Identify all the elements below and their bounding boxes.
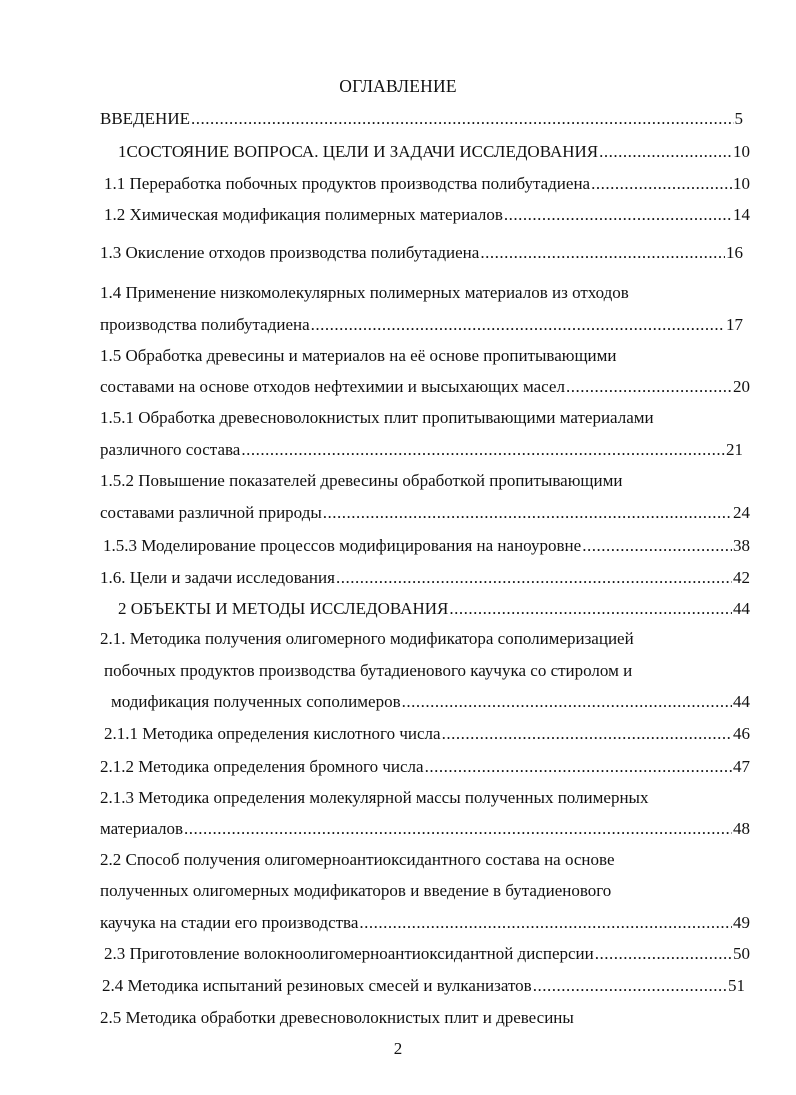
toc-entry-text: производства полибутадиена: [100, 315, 310, 334]
toc-entry-2-3: [104, 942, 750, 966]
toc-entry-text: модификация полученных сополимеров: [111, 692, 401, 711]
toc-entry-page: 42: [733, 568, 750, 587]
toc-entry-1-5-3: [103, 534, 750, 558]
toc-entry-page: 44: [733, 599, 750, 618]
toc-entry-text: 2.1.2 Методика определения бромного числа: [100, 757, 424, 776]
toc-entry-2-2: [100, 911, 750, 935]
leader-dots: [359, 911, 732, 935]
toc-entry-text: 1.3 Окисление отходов производства полибутадиена: [100, 243, 480, 262]
toc-entry-page: 24: [733, 503, 750, 522]
toc-entry-text: 1.5.3 Моделирование процессов модифицирования на наноуровне: [103, 536, 582, 555]
leader-dots: [402, 690, 732, 714]
toc-entry-page: 5: [734, 109, 743, 128]
toc-entry-text: 1.6. Цели и задачи исследования: [100, 568, 335, 587]
toc-entry-page: 20: [733, 377, 750, 396]
toc-entry-1-4: [100, 313, 743, 337]
toc-entry-page: 46: [733, 724, 750, 743]
toc-entry-2-1: [111, 690, 750, 714]
toc-title: ОГЛАВЛЕНИЕ: [339, 76, 457, 96]
toc-entry-text: 2.4 Методика испытаний резиновых смесей и вулканизатов: [102, 976, 532, 995]
toc-entry-text: различного состава: [100, 440, 241, 459]
toc-entry-page: 47: [733, 757, 750, 776]
leader-dots: [311, 313, 725, 337]
leader-dots: [323, 501, 732, 525]
toc-entry-page: 44: [733, 692, 750, 711]
leader-dots: [533, 974, 727, 998]
leader-dots: [480, 241, 725, 265]
leader-dots: [336, 566, 732, 590]
toc-entry-page: 21: [726, 440, 743, 459]
toc-entry-page: 50: [733, 944, 750, 963]
toc-entry-text: материалов: [100, 819, 184, 838]
toc-entry-text: составами различной природы: [100, 503, 322, 522]
toc-entry-2-2-line2: полученных олигомерных модификаторов и введение в бутадиенового: [100, 881, 612, 900]
toc-entry-page: 48: [733, 819, 750, 838]
toc-entry-page: 16: [726, 243, 743, 262]
toc-entry-text: 2 ОБЪЕКТЫ И МЕТОДЫ ИССЛЕДОВАНИЯ: [118, 599, 449, 618]
toc-entry-1-2: [104, 203, 750, 227]
toc-entry-page: 51: [728, 976, 745, 995]
toc-entry-2-4: [102, 974, 745, 998]
page-number: 2: [393, 1039, 403, 1058]
toc-entry-page: 10: [733, 174, 750, 193]
toc-entry-2-1-line1: 2.1. Методика получения олигомерного модификатора сополимеризацией: [100, 629, 634, 648]
toc-entry-1-6: [100, 566, 750, 590]
leader-dots: [241, 438, 725, 462]
toc-entry-text: 1.2 Химическая модификация полимерных материалов: [104, 205, 503, 224]
toc-entry-text: ВВЕДЕНИЕ: [100, 109, 190, 128]
toc-entry-1-5-2-line1: 1.5.2 Повышение показателей древесины обработкой пропитывающими: [100, 471, 623, 490]
leader-dots: [191, 107, 734, 131]
toc-entry-1-3: [100, 241, 743, 265]
toc-entry-1-4-line1: 1.4 Применение низкомолекулярных полимерных материалов из отходов: [100, 283, 629, 302]
toc-entry-page: 14: [733, 205, 750, 224]
leader-dots: [566, 375, 732, 399]
toc-entry-text: составами на основе отходов нефтехимии и высыхающих масел: [100, 377, 565, 396]
toc-entry-2-1-3-line1: 2.1.3 Методика определения молекулярной массы полученных полимерных: [100, 788, 649, 807]
toc-entry-1-5-1-line1: 1.5.1 Обработка древесноволокнистых плит пропитывающими материалами: [100, 408, 654, 427]
toc-entry-text: 1.1 Переработка побочных продуктов производства полибутадиена: [104, 174, 591, 193]
toc-entry-2-1-line2: побочных продуктов производства бутадиенового каучука со стиролом и: [104, 661, 633, 680]
leader-dots: [425, 755, 732, 779]
toc-entry-text: 1СОСТОЯНИЕ ВОПРОСА. ЦЕЛИ И ЗАДАЧИ ИССЛЕДОВАНИЯ: [118, 142, 599, 161]
toc-entry-page: 17: [726, 315, 743, 334]
leader-dots: [599, 140, 732, 164]
toc-entry-chapter-1: [118, 140, 750, 164]
leader-dots: [582, 534, 732, 558]
toc-entry-chapter-2: [118, 597, 750, 621]
toc-entry-1-5-line1: 1.5 Обработка древесины и материалов на её основе пропитывающими: [100, 346, 617, 365]
leader-dots: [591, 172, 732, 196]
toc-entry-1-5-1: [100, 438, 743, 462]
toc-entry-introduction: [100, 107, 743, 131]
leader-dots: [442, 722, 732, 746]
toc-entry-text: 2.1.1 Методика определения кислотного числа: [104, 724, 441, 743]
toc-entry-2-5-line1: 2.5 Методика обработки древесноволокнистых плит и древесины: [100, 1008, 574, 1027]
leader-dots: [504, 203, 732, 227]
leader-dots: [595, 942, 732, 966]
toc-entry-text: каучука на стадии его производства: [100, 913, 359, 932]
toc-entry-page: 49: [733, 913, 750, 932]
leader-dots: [184, 817, 732, 841]
toc-entry-page: 10: [733, 142, 750, 161]
toc-entry-2-1-3: [100, 817, 750, 841]
toc-entry-1-1: [104, 172, 750, 196]
toc-entry-page: 38: [733, 536, 750, 555]
toc-entry-2-1-2: [100, 755, 750, 779]
leader-dots: [449, 597, 732, 621]
toc-entry-text: 2.3 Приготовление волокноолигомерноантиоксидантной дисперсии: [104, 944, 594, 963]
toc-entry-2-2-line1: 2.2 Способ получения олигомерноантиоксидантного состава на основе: [100, 850, 615, 869]
toc-entry-2-1-1: [104, 722, 750, 746]
toc-entry-1-5: [100, 375, 750, 399]
toc-entry-1-5-2: [100, 501, 750, 525]
